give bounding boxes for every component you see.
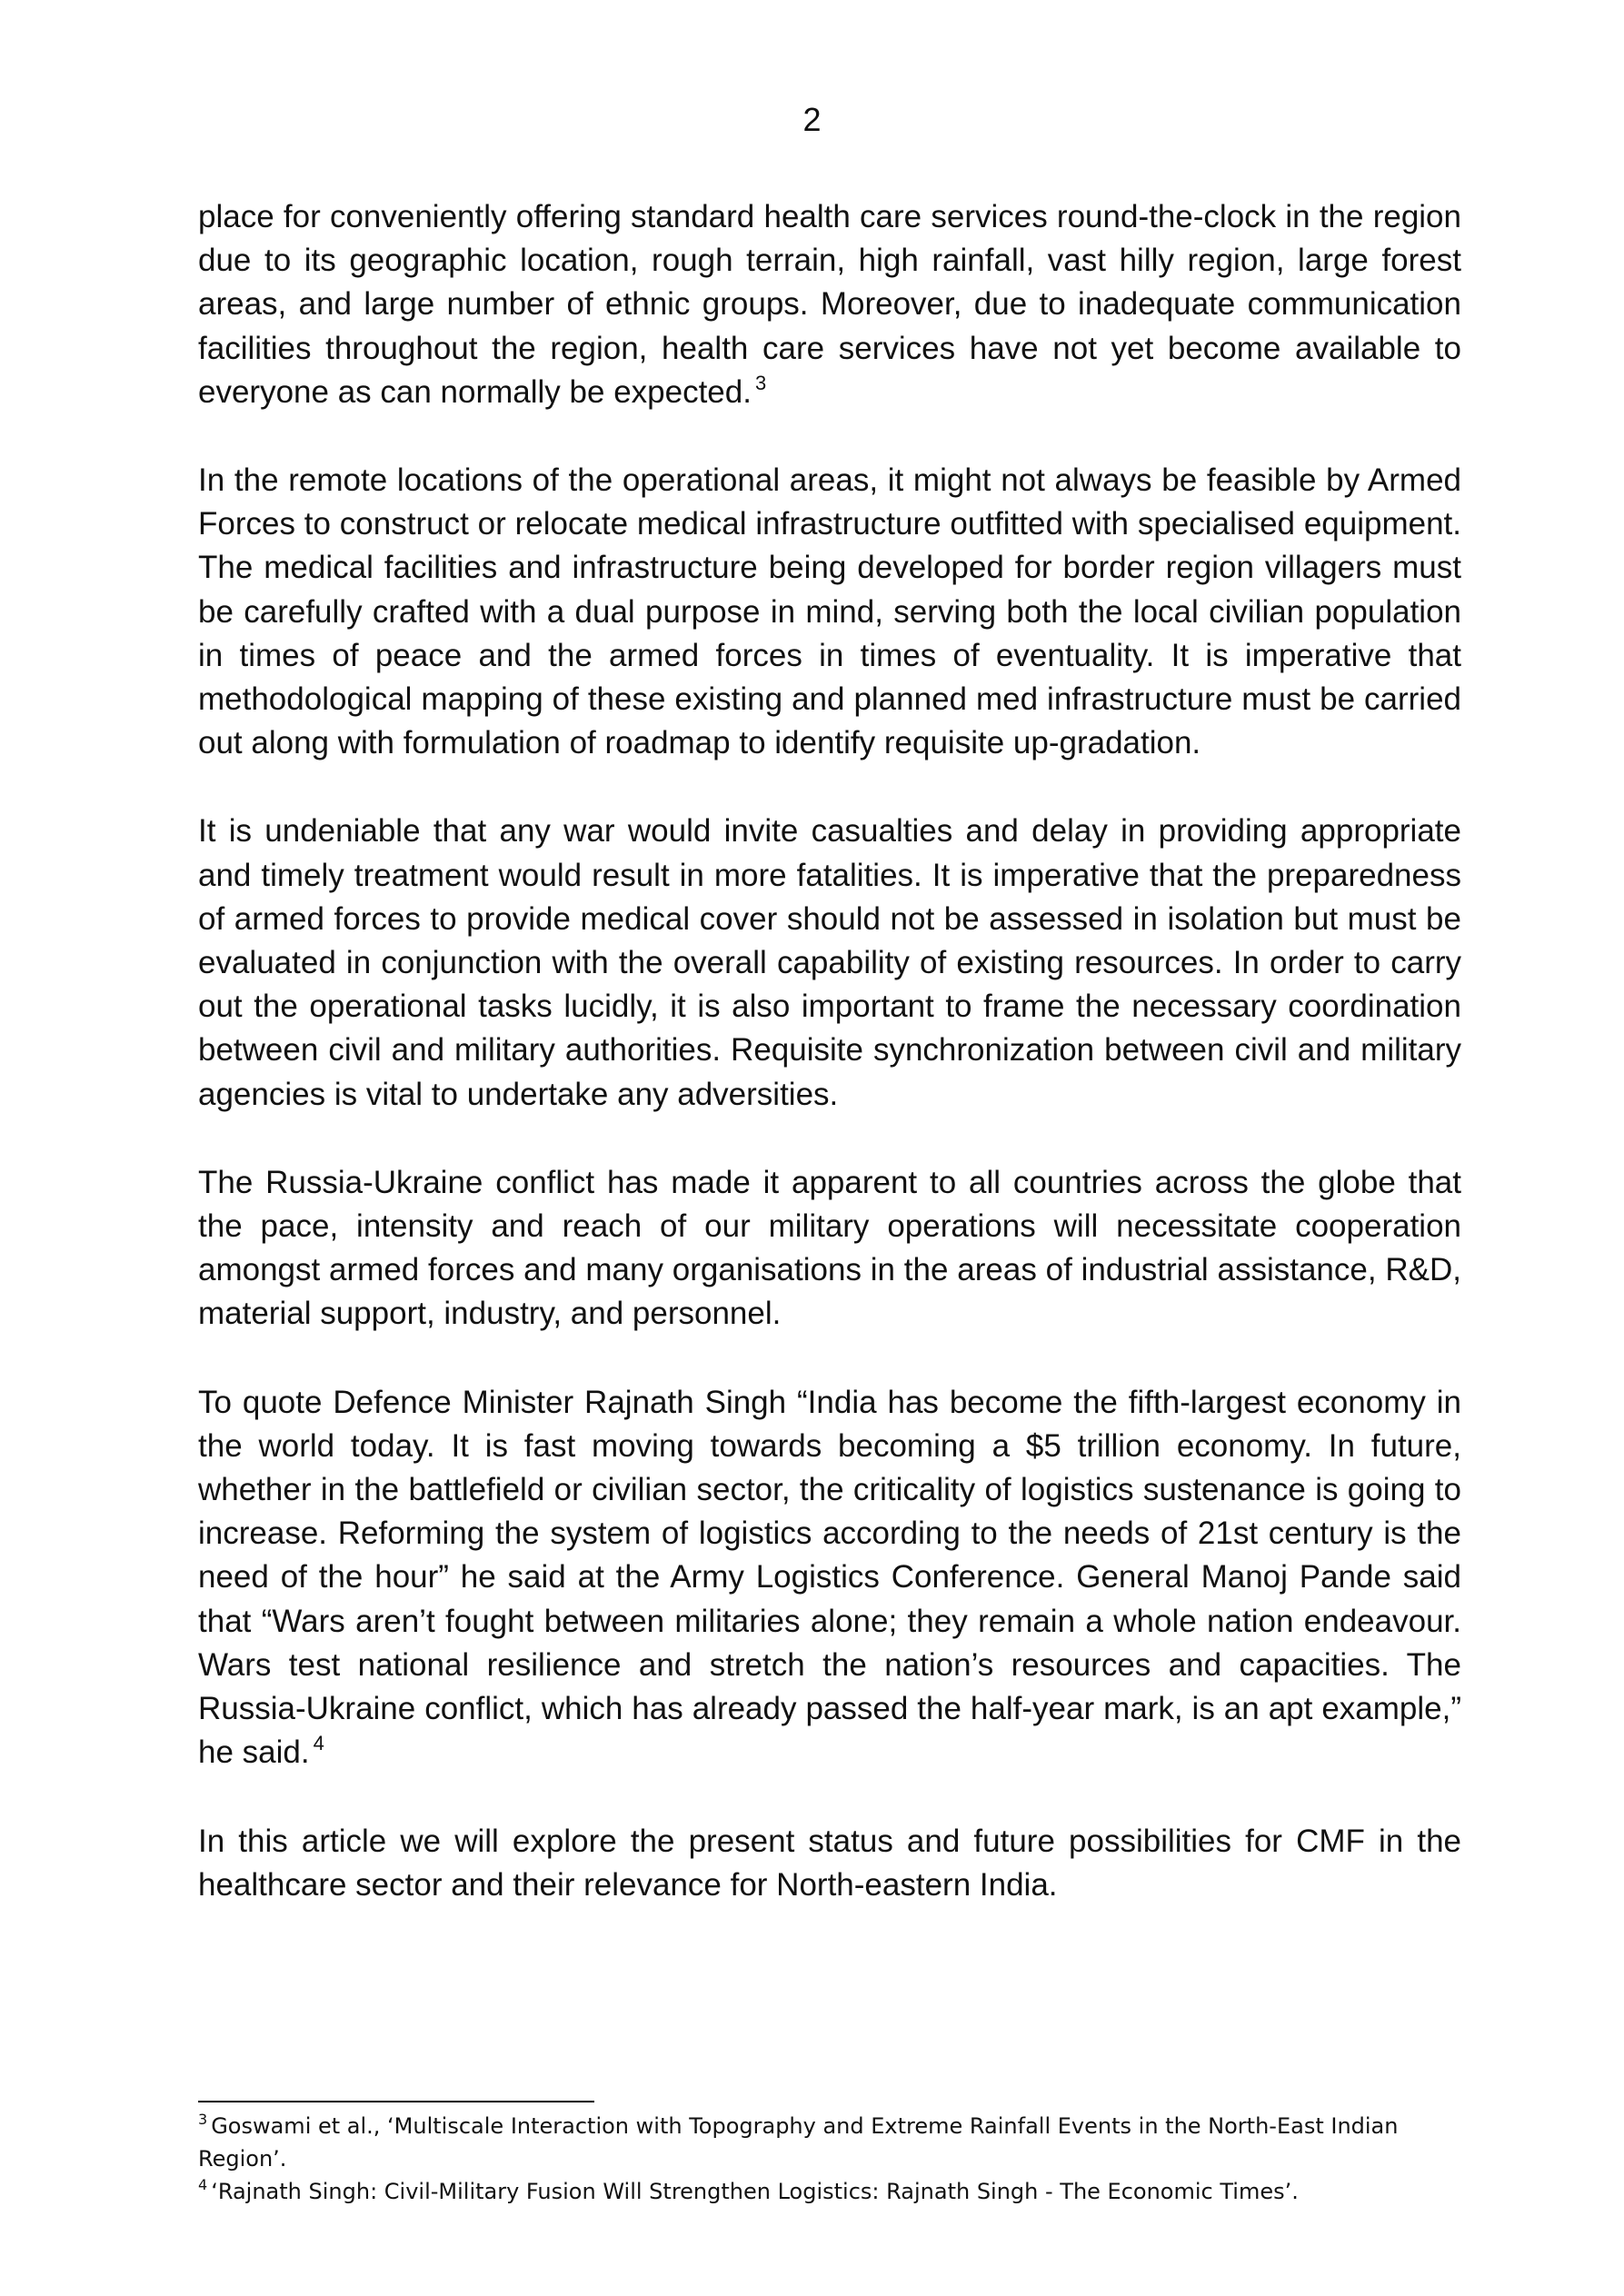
footnote-reference-4[interactable]: 4 bbox=[313, 1732, 324, 1755]
paragraph-6 bbox=[198, 1820, 1461, 1907]
footnote-number: 4 bbox=[198, 2176, 208, 2193]
paragraph-1 bbox=[198, 195, 1461, 414]
paragraph-text: It is undeniable that any war would invite casualties and delay in providing appropriate and timely treatment would result in more fatalities. It is imperative that the preparedness of armed forces to provide medical cover should not be assessed in isolation but must be evaluated in conjunction with the overall capability of existing resources. In order to carry out the operational tasks lucidly, it is also important to frame the necessary coordination between civil and military authorities. Requisite synchronization between civil and military agencies is vital to undertake any adversities. bbox=[198, 813, 1461, 1112]
footnote-number: 3 bbox=[198, 2111, 208, 2128]
paragraph-4 bbox=[198, 1161, 1461, 1337]
footnote-text: ‘Rajnath Singh: Civil-Military Fusion Will Strengthen Logistics: Rajnath Singh - The Economic Times’. bbox=[211, 2179, 1299, 2204]
page-number: 2 bbox=[802, 101, 822, 138]
paragraph-text: To quote Defence Minister Rajnath Singh “India has become the fifth-largest economy in the world today. It is fast moving towards becoming a $5 trillion economy. In future, whether in the battlefield or civilian sector, the criticality of logistics sustenance is going to increase. Reforming the system of logistics according to the needs of 21st century is the need of the hour” he said at the Army Logistics Conference. General Manoj Pande said that “Wars aren’t fought between militaries alone; they remain a whole nation endeavour. Wars test national resilience and stretch the nation’s resources and capacities. The Russia-Ukraine conflict, which has already passed the half-year mark, is an apt example,” he said. bbox=[198, 1384, 1461, 1771]
paragraph-text: In this article we will explore the present status and future possibilities for CMF in the healthcare sector and their relevance for North-eastern India. bbox=[198, 1823, 1461, 1903]
footnote-separator bbox=[198, 2101, 594, 2102]
paragraph-text: place for conveniently offering standard health care services round-the-clock in the region due to its geographic location, rough terrain, high rainfall, vast hilly region, large forest areas, and large number of ethnic groups. Moreover, due to inadequate communication facilities throughout the region, health care services have not yet become available to everyone as can normally be expected. bbox=[198, 199, 1461, 410]
paragraph-2 bbox=[198, 459, 1461, 765]
footnote-reference-3[interactable]: 3 bbox=[754, 371, 767, 394]
paragraph-text: The Russia-Ukraine conflict has made it apparent to all countries across the globe that the pace, intensity and reach of our military operations will necessitate cooperation amongst armed forces and many organisations in the areas of industrial assistance, R&D, material support, industry, and personnel. bbox=[198, 1164, 1461, 1332]
footnotes bbox=[198, 2110, 1461, 2208]
paragraph-3 bbox=[198, 810, 1461, 1116]
footnote-3 bbox=[198, 2110, 1461, 2175]
footnote-4 bbox=[198, 2175, 1461, 2208]
body-text bbox=[198, 195, 1461, 1952]
paragraph-text: In the remote locations of the operational areas, it might not always be feasible by Armed Forces to construct or relocate medical infrastructure outfitted with specialised equipment. The medical facilities and infrastructure being developed for border region villagers must be carefully crafted with a dual purpose in mind, serving both the local civilian population in times of peace and the armed forces in times of eventuality. It is imperative that methodological mapping of these existing and planned med infrastructure must be carried out along with formulation of roadmap to identify requisite up-gradation. bbox=[198, 462, 1461, 761]
footnote-text: Goswami et al., ‘Multiscale Interaction with Topography and Extreme Rainfall Events in the North-East Indian Region’. bbox=[198, 2113, 1399, 2172]
paragraph-5 bbox=[198, 1381, 1461, 1775]
